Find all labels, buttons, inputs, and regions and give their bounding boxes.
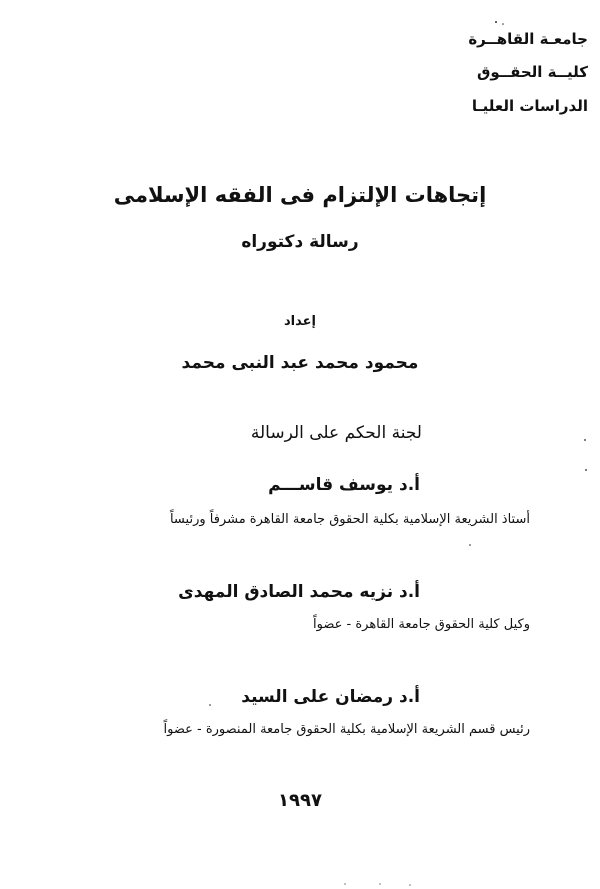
- committee-member-name: أ.د رمضان على السيد: [241, 687, 420, 707]
- faculty-name: كليــة الحقــوق: [477, 63, 588, 81]
- thesis-year: ١٩٩٧: [278, 790, 322, 811]
- committee-member-role: رئيس قسم الشريعة الإسلامية بكلية الحقوق جامعة المنصورة - عضواً: [163, 722, 530, 737]
- committee-member-role: أستاذ الشريعة الإسلامية بكلية الحقوق جامعة القاهرة مشرفاً ورئيساً: [169, 512, 530, 527]
- committee-member-role: وكيل كلية الحقوق جامعة القاهرة - عضواً: [313, 617, 530, 632]
- department-name: الدراسات العليـا: [471, 97, 588, 115]
- prepared-by-label: إعداد: [284, 314, 316, 329]
- author-name: محمود محمد عبد النبى محمد: [181, 353, 419, 373]
- thesis-type: رسالة دكتوراه: [241, 232, 359, 252]
- committee-member-name: أ.د نزيه محمد الصادق المهدى: [178, 582, 420, 602]
- thesis-title: إتجاهات الإلتزام فى الفقه الإسلامى: [113, 183, 487, 207]
- university-name: جامعـة القاهــرة: [468, 30, 588, 48]
- committee-heading: لجنة الحكم على الرسالة: [250, 423, 422, 443]
- committee-member-name: أ.د يوسف قاســـم: [268, 475, 420, 495]
